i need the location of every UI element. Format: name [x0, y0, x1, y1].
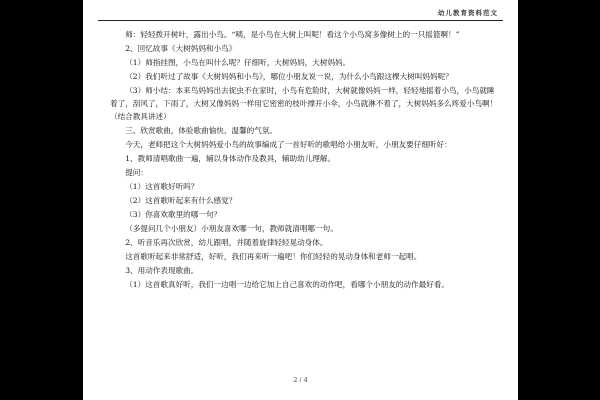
- page-number: 2 / 4: [293, 376, 308, 384]
- paragraph: （1）这首歌好听吗？: [125, 182, 199, 191]
- header-divider: [98, 20, 503, 21]
- paragraph: （3）你喜欢歌里的哪一句？: [125, 210, 222, 219]
- paragraph: 3、用动作表现歌曲。: [125, 266, 199, 275]
- paragraph: 师：轻轻拨开树叶，露出小鸟。“咦，是小鸟在大树上叫呢！看这个小鸟窝多像树上的一只摇篮啊！”: [125, 30, 460, 39]
- page-header: [83, 0, 518, 22]
- paragraph: 今天，老师把这个大树妈妈爱小鸟的故事编成了一首好听的歌唱给小朋友听，小朋友要仔细听好：: [125, 140, 452, 149]
- paragraph: （3）师小结：本来鸟妈妈出去捉虫不在家时，小鸟有危险时，大树就像妈妈一样，轻轻地摇着小鸟，小鸟就睡着了，刮风了，下雨了，大树又像妈妈一样用它密密的枝叶撑开小伞，小鸟就淋不着了，大树妈妈多么疼爱小鸟啊！（结合教具讲述）: [110, 86, 498, 121]
- paragraph: 这首歌听起来非常舒适，好听，我们再来听一遍吧！你们轻轻的晃动身体和老师一起唱。: [125, 252, 422, 261]
- paragraph: （1）师指挂图，小鸟在叫什么呢？仔细听，大树妈妈，大树妈妈。: [125, 58, 351, 67]
- document-body: [110, 28, 498, 292]
- document-page: [83, 0, 518, 400]
- paragraph: 2、听音乐再次欣赏，幼儿跟唱，并随着旋律轻轻晃动身体。: [125, 238, 328, 247]
- paragraph: （2）我们听过了故事《大树妈妈和小鸟》，哪位小朋友说一说，为什么小鸟跟这棵大树叫妈妈呢？: [125, 72, 453, 81]
- paragraph: 提问：: [125, 168, 148, 177]
- paragraph: （2）这首歌听起来有什么感觉？: [125, 196, 237, 205]
- paragraph: 2、回忆故事《大树妈妈和小鸟》: [125, 44, 237, 53]
- paragraph: （1）这首歌真好听，我们一边唱一边给它加上自己喜欢的动作吧，看哪个小朋友的动作最好看。: [125, 280, 449, 289]
- paragraph: 三、欣赏歌曲，体验歌曲愉快、温馨的气氛。: [125, 126, 278, 135]
- paragraph: 1、教师清唱歌曲一遍，辅以身体动作及教具，辅助幼儿理解。: [125, 154, 336, 163]
- header-title: 幼儿教育资料范文: [438, 9, 498, 17]
- paragraph: （多提问几个小朋友）小朋友喜欢哪一句，教师就清唱哪一句。: [125, 224, 338, 233]
